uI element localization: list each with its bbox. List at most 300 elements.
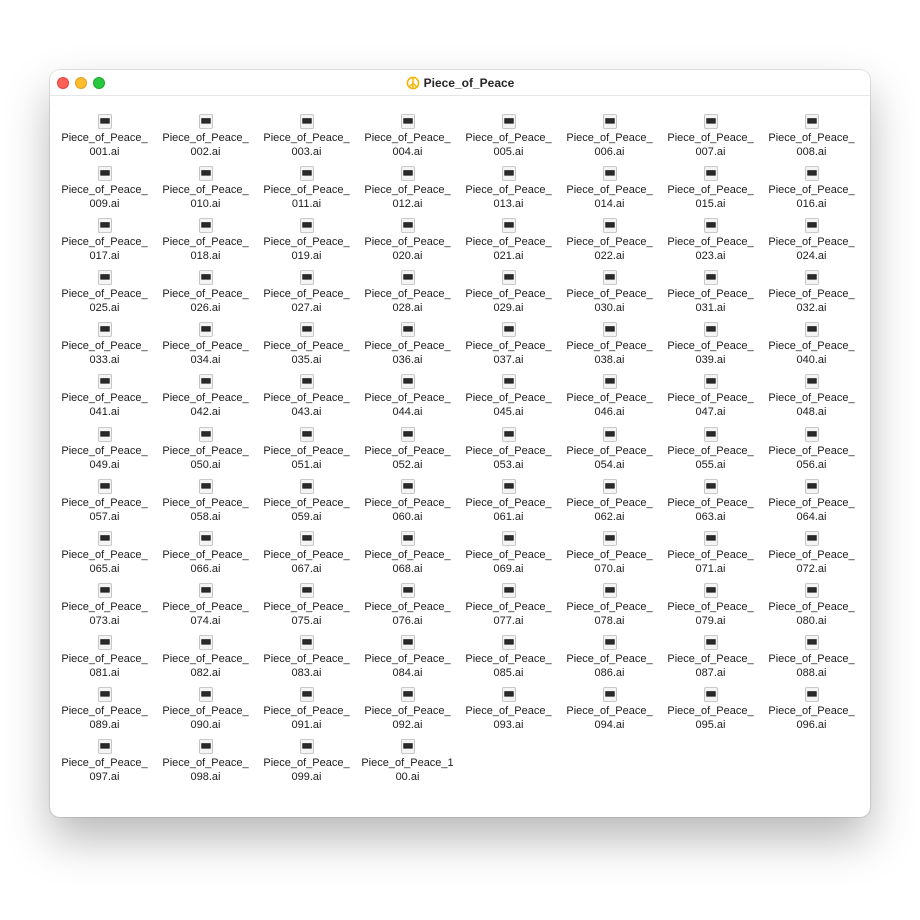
file-name <box>764 131 860 159</box>
file-item[interactable] <box>155 629 256 681</box>
illustrator-document-icon <box>401 270 415 285</box>
file-name-line-1: Piece_of_Peace_ <box>364 496 451 509</box>
file-item[interactable] <box>357 160 458 212</box>
illustrator-document-icon <box>401 687 415 702</box>
file-item[interactable] <box>559 629 660 681</box>
illustrator-document-icon <box>603 270 617 285</box>
illustrator-document-icon <box>199 427 213 442</box>
file-item[interactable] <box>559 473 660 525</box>
file-item[interactable] <box>761 316 862 368</box>
file-item[interactable] <box>559 368 660 420</box>
file-name-line-1: Piece_of_Peace_ <box>263 757 350 770</box>
file-item[interactable] <box>660 160 761 212</box>
file-name-line-2: 099.ai <box>291 771 322 784</box>
file-name-line-1: Piece_of_Peace_ <box>364 600 451 613</box>
file-item[interactable] <box>357 681 458 733</box>
illustrator-document-icon <box>704 583 718 598</box>
file-item[interactable] <box>256 577 357 629</box>
file-name <box>158 235 254 263</box>
file-name-line-2: 097.ai <box>89 771 120 784</box>
illustrator-document-icon <box>98 739 112 754</box>
file-name-line-2: 017.ai <box>89 250 120 263</box>
file-item[interactable] <box>54 473 155 525</box>
file-name-line-1: Piece_of_Peace_ <box>465 288 552 301</box>
illustrator-document-icon <box>805 531 819 546</box>
file-item[interactable] <box>54 264 155 316</box>
file-name-line-1: Piece_of_Peace_ <box>61 600 148 613</box>
file-name-line-1: Piece_of_Peace_ <box>61 548 148 561</box>
file-name-line-2: 079.ai <box>695 614 726 627</box>
file-item[interactable] <box>761 212 862 264</box>
file-name-line-1: Piece_of_Peace_ <box>364 392 451 405</box>
file-name-line-2: 061.ai <box>493 510 524 523</box>
file-name <box>57 391 153 419</box>
file-item[interactable] <box>761 421 862 473</box>
file-name <box>663 444 759 472</box>
file-name-line-1: Piece_of_Peace_ <box>566 705 653 718</box>
file-item[interactable] <box>54 733 155 785</box>
file-item[interactable] <box>761 264 862 316</box>
illustrator-document-icon <box>805 479 819 494</box>
file-name-line-2: 012.ai <box>392 198 423 211</box>
file-name <box>764 496 860 524</box>
file-name <box>764 183 860 211</box>
illustrator-document-icon <box>401 427 415 442</box>
file-item[interactable] <box>660 108 761 160</box>
file-name-line-2: 043.ai <box>291 406 322 419</box>
file-item[interactable] <box>761 525 862 577</box>
file-item[interactable] <box>458 525 559 577</box>
file-item[interactable] <box>155 473 256 525</box>
illustrator-document-icon <box>401 322 415 337</box>
file-name-line-1: Piece_of_Peace_ <box>263 184 350 197</box>
file-item[interactable] <box>458 473 559 525</box>
file-name <box>158 444 254 472</box>
file-name-line-2: 050.ai <box>190 458 221 471</box>
file-item[interactable] <box>660 681 761 733</box>
illustrator-document-icon <box>805 322 819 337</box>
illustrator-document-icon <box>603 322 617 337</box>
illustrator-document-icon <box>704 218 718 233</box>
file-name-line-2: 026.ai <box>190 302 221 315</box>
illustrator-document-icon <box>401 114 415 129</box>
file-name <box>360 444 456 472</box>
file-item[interactable] <box>54 316 155 368</box>
file-name-line-2: 021.ai <box>493 250 524 263</box>
file-name-line-2: 090.ai <box>190 719 221 732</box>
file-item[interactable] <box>458 421 559 473</box>
file-name-line-1: Piece_of_Peace_ <box>566 444 653 457</box>
file-name <box>663 652 759 680</box>
file-name <box>764 652 860 680</box>
file-item[interactable] <box>660 629 761 681</box>
illustrator-document-icon <box>98 427 112 442</box>
file-name-line-1: Piece_of_Peace_ <box>364 444 451 457</box>
file-item[interactable] <box>761 577 862 629</box>
file-item[interactable] <box>660 368 761 420</box>
illustrator-document-icon <box>603 531 617 546</box>
file-item[interactable] <box>256 160 357 212</box>
illustrator-document-icon <box>502 114 516 129</box>
file-name-line-2: 083.ai <box>291 666 322 679</box>
file-name-line-1: Piece_of_Peace_ <box>162 392 249 405</box>
file-item[interactable] <box>559 681 660 733</box>
file-name-line-2: 074.ai <box>190 614 221 627</box>
file-item[interactable] <box>357 577 458 629</box>
file-name-line-1: Piece_of_Peace_ <box>768 705 855 718</box>
file-name <box>158 756 254 784</box>
file-item[interactable] <box>54 421 155 473</box>
file-item[interactable] <box>357 108 458 160</box>
file-name <box>461 339 557 367</box>
file-name-line-2: 077.ai <box>493 614 524 627</box>
file-name-line-2: 086.ai <box>594 666 625 679</box>
file-item[interactable] <box>761 160 862 212</box>
file-name <box>461 183 557 211</box>
file-name-line-1: Piece_of_Peace_ <box>667 444 754 457</box>
file-name-line-2: 069.ai <box>493 562 524 575</box>
illustrator-document-icon <box>98 479 112 494</box>
illustrator-document-icon <box>199 479 213 494</box>
illustrator-document-icon <box>199 739 213 754</box>
file-name <box>461 600 557 628</box>
file-item[interactable] <box>54 212 155 264</box>
file-item[interactable] <box>660 473 761 525</box>
illustrator-document-icon <box>300 687 314 702</box>
finder-window <box>50 70 870 817</box>
file-name <box>360 235 456 263</box>
illustrator-document-icon <box>199 166 213 181</box>
file-name-line-2: 033.ai <box>89 354 120 367</box>
illustrator-document-icon <box>98 531 112 546</box>
file-name-line-1: Piece_of_Peace_ <box>263 548 350 561</box>
file-item[interactable] <box>458 108 559 160</box>
file-item[interactable] <box>155 160 256 212</box>
file-name <box>158 339 254 367</box>
illustrator-document-icon <box>300 374 314 389</box>
file-name-line-1: Piece_of_Peace_ <box>61 340 148 353</box>
file-name <box>461 444 557 472</box>
file-name <box>663 339 759 367</box>
illustrator-document-icon <box>704 479 718 494</box>
file-item[interactable] <box>357 525 458 577</box>
file-name <box>158 496 254 524</box>
file-name-line-2: 053.ai <box>493 458 524 471</box>
file-item[interactable] <box>761 681 862 733</box>
file-item[interactable] <box>559 525 660 577</box>
file-item[interactable] <box>559 160 660 212</box>
file-item[interactable] <box>458 681 559 733</box>
illustrator-document-icon <box>502 427 516 442</box>
file-name-line-2: 010.ai <box>190 198 221 211</box>
file-item[interactable] <box>458 264 559 316</box>
file-name-line-1: Piece_of_Peace_ <box>364 184 451 197</box>
file-name-line-1: Piece_of_Peace_ <box>61 757 148 770</box>
file-item[interactable] <box>357 421 458 473</box>
file-item[interactable] <box>155 733 256 785</box>
file-name-line-2: 084.ai <box>392 666 423 679</box>
file-name <box>360 756 456 784</box>
file-name-line-1: Piece_of_Peace_ <box>566 340 653 353</box>
file-item[interactable] <box>660 264 761 316</box>
file-name <box>158 391 254 419</box>
file-item[interactable] <box>54 525 155 577</box>
file-item[interactable] <box>256 525 357 577</box>
file-name-line-2: 009.ai <box>89 198 120 211</box>
file-name-line-2: 027.ai <box>291 302 322 315</box>
file-item[interactable] <box>761 629 862 681</box>
file-name-line-1: Piece_of_Peace_ <box>263 600 350 613</box>
illustrator-document-icon <box>704 427 718 442</box>
file-name <box>57 600 153 628</box>
file-item[interactable] <box>54 368 155 420</box>
illustrator-document-icon <box>300 218 314 233</box>
illustrator-document-icon <box>704 114 718 129</box>
file-name-line-2: 006.ai <box>594 146 625 158</box>
illustrator-document-icon <box>805 270 819 285</box>
file-item[interactable] <box>660 212 761 264</box>
file-name <box>562 183 658 211</box>
illustrator-document-icon <box>502 479 516 494</box>
file-name-line-2: 073.ai <box>89 614 120 627</box>
file-name-line-1: Piece_of_Peace_ <box>263 132 350 144</box>
file-name-line-2: 047.ai <box>695 406 726 419</box>
illustrator-document-icon <box>300 635 314 650</box>
file-name-line-2: 042.ai <box>190 406 221 419</box>
file-item[interactable] <box>54 108 155 160</box>
illustrator-document-icon <box>805 687 819 702</box>
file-item[interactable] <box>256 316 357 368</box>
file-name <box>259 339 355 367</box>
illustrator-document-icon <box>401 739 415 754</box>
file-name-line-2: 049.ai <box>89 458 120 471</box>
file-item[interactable] <box>559 108 660 160</box>
file-name-line-1: Piece_of_Peace_ <box>667 548 754 561</box>
file-item[interactable] <box>660 525 761 577</box>
file-item[interactable] <box>54 160 155 212</box>
illustrator-document-icon <box>300 270 314 285</box>
illustrator-document-icon <box>805 583 819 598</box>
file-name-line-1: Piece_of_Peace_ <box>364 132 451 144</box>
illustrator-document-icon <box>805 374 819 389</box>
file-name-line-1: Piece_of_Peace_ <box>667 236 754 249</box>
file-name-line-2: 019.ai <box>291 250 322 263</box>
file-item[interactable] <box>155 108 256 160</box>
file-name-line-1: Piece_of_Peace_ <box>465 496 552 509</box>
illustrator-document-icon <box>300 427 314 442</box>
file-name-line-2: 056.ai <box>796 458 827 471</box>
file-name-line-1: Piece_of_Peace_ <box>768 548 855 561</box>
file-item[interactable] <box>357 212 458 264</box>
file-name-line-1: Piece_of_Peace_ <box>768 288 855 301</box>
illustrator-document-icon <box>805 635 819 650</box>
file-item[interactable] <box>256 629 357 681</box>
file-name-line-1: Piece_of_Peace_ <box>566 236 653 249</box>
file-name <box>360 287 456 315</box>
file-item[interactable] <box>761 108 862 160</box>
file-item[interactable] <box>660 421 761 473</box>
file-name <box>663 496 759 524</box>
file-name-line-1: Piece_of_Peace_ <box>263 340 350 353</box>
file-item[interactable] <box>155 368 256 420</box>
file-item[interactable] <box>660 316 761 368</box>
illustrator-document-icon <box>98 374 112 389</box>
file-name <box>57 183 153 211</box>
file-name-line-2: 038.ai <box>594 354 625 367</box>
file-name-line-2: 091.ai <box>291 719 322 732</box>
file-name <box>259 391 355 419</box>
file-name <box>663 235 759 263</box>
file-name-line-2: 067.ai <box>291 562 322 575</box>
file-name-line-1: Piece_of_Peace_ <box>465 444 552 457</box>
file-item[interactable] <box>761 368 862 420</box>
illustrator-document-icon <box>199 583 213 598</box>
file-name <box>764 704 860 732</box>
file-item[interactable] <box>256 421 357 473</box>
file-item[interactable] <box>155 577 256 629</box>
file-item[interactable] <box>357 264 458 316</box>
file-item[interactable] <box>155 212 256 264</box>
illustrator-document-icon <box>98 583 112 598</box>
file-item[interactable] <box>256 108 357 160</box>
file-item[interactable] <box>155 681 256 733</box>
file-name <box>562 704 658 732</box>
illustrator-document-icon <box>199 687 213 702</box>
file-name <box>360 600 456 628</box>
file-item[interactable] <box>54 577 155 629</box>
file-item[interactable] <box>357 473 458 525</box>
file-item[interactable] <box>54 629 155 681</box>
file-name <box>663 548 759 576</box>
file-name-line-1: Piece_of_Peace_ <box>364 652 451 665</box>
file-name-line-1: Piece_of_Peace_ <box>162 288 249 301</box>
file-name-line-1: Piece_of_Peace_ <box>667 496 754 509</box>
file-item[interactable] <box>256 681 357 733</box>
file-name-line-1: Piece_of_Peace_ <box>667 288 754 301</box>
file-name-line-2: 068.ai <box>392 562 423 575</box>
file-name-line-1: Piece_of_Peace_ <box>465 184 552 197</box>
illustrator-document-icon <box>401 583 415 598</box>
file-item[interactable] <box>155 264 256 316</box>
file-item[interactable] <box>458 629 559 681</box>
file-name-line-1: Piece_of_Peace_ <box>566 652 653 665</box>
file-name-line-2: 046.ai <box>594 406 625 419</box>
file-name-line-1: Piece_of_Peace_ <box>263 236 350 249</box>
file-name-line-1: Piece_of_Peace_ <box>465 600 552 613</box>
file-item[interactable] <box>458 577 559 629</box>
file-item[interactable] <box>357 629 458 681</box>
file-name <box>360 339 456 367</box>
title-bar[interactable] <box>50 70 870 96</box>
illustrator-document-icon <box>502 687 516 702</box>
file-item[interactable] <box>559 264 660 316</box>
file-name <box>158 131 254 159</box>
illustrator-document-icon <box>199 374 213 389</box>
file-item[interactable] <box>458 160 559 212</box>
file-name-line-2: 029.ai <box>493 302 524 315</box>
file-item[interactable] <box>458 368 559 420</box>
file-name <box>562 548 658 576</box>
file-item[interactable] <box>256 368 357 420</box>
file-item[interactable] <box>559 421 660 473</box>
file-item[interactable] <box>458 212 559 264</box>
file-item[interactable] <box>357 368 458 420</box>
illustrator-document-icon <box>401 374 415 389</box>
file-item[interactable] <box>256 264 357 316</box>
file-item[interactable] <box>256 733 357 785</box>
illustrator-document-icon <box>805 427 819 442</box>
file-item[interactable] <box>357 733 458 785</box>
file-item[interactable] <box>559 316 660 368</box>
file-name <box>57 131 153 159</box>
file-name-line-2: 057.ai <box>89 510 120 523</box>
illustrator-document-icon <box>98 114 112 129</box>
illustrator-document-icon <box>704 635 718 650</box>
illustrator-document-icon <box>502 322 516 337</box>
file-item[interactable] <box>155 316 256 368</box>
file-item[interactable] <box>559 212 660 264</box>
file-name-line-2: 025.ai <box>89 302 120 315</box>
file-name-line-2: 096.ai <box>796 719 827 732</box>
file-name-line-2: 030.ai <box>594 302 625 315</box>
file-name-line-1: Piece_of_Peace_ <box>667 600 754 613</box>
file-name-line-2: 031.ai <box>695 302 726 315</box>
file-item[interactable] <box>256 212 357 264</box>
file-item[interactable] <box>357 316 458 368</box>
illustrator-document-icon <box>603 166 617 181</box>
file-name-line-1: Piece_of_Peace_ <box>162 132 249 144</box>
file-name-line-1: Piece_of_Peace_ <box>768 132 855 144</box>
file-name-line-2: 059.ai <box>291 510 322 523</box>
illustrator-document-icon <box>603 635 617 650</box>
file-name-line-2: 003.ai <box>291 146 322 158</box>
illustrator-document-icon <box>401 218 415 233</box>
file-name-line-1: Piece_of_Peace_ <box>364 705 451 718</box>
file-name-line-1: Piece_of_Peace_ <box>566 548 653 561</box>
file-name-line-1: Piece_of_Peace_ <box>768 600 855 613</box>
file-name-line-2: 044.ai <box>392 406 423 419</box>
file-name <box>461 704 557 732</box>
illustrator-document-icon <box>401 531 415 546</box>
illustrator-document-icon <box>199 531 213 546</box>
file-name <box>259 704 355 732</box>
file-item[interactable] <box>54 681 155 733</box>
file-item[interactable] <box>256 473 357 525</box>
file-name-line-2: 041.ai <box>89 406 120 419</box>
file-name-line-2: 040.ai <box>796 354 827 367</box>
file-item[interactable] <box>761 473 862 525</box>
file-name <box>764 600 860 628</box>
file-name-line-2: 063.ai <box>695 510 726 523</box>
file-name <box>259 235 355 263</box>
file-name <box>562 287 658 315</box>
file-name-line-1: Piece_of_Peace_ <box>162 496 249 509</box>
file-name-line-2: 080.ai <box>796 614 827 627</box>
file-name <box>259 548 355 576</box>
file-item[interactable] <box>458 316 559 368</box>
file-item[interactable] <box>155 525 256 577</box>
file-name-line-2: 011.ai <box>291 198 322 211</box>
file-name-line-2: 014.ai <box>594 198 625 211</box>
file-item[interactable] <box>155 421 256 473</box>
illustrator-document-icon <box>98 166 112 181</box>
file-name-line-2: 070.ai <box>594 562 625 575</box>
file-name <box>562 131 658 159</box>
illustrator-document-icon <box>401 166 415 181</box>
file-name-line-1: Piece_of_Peace_ <box>566 288 653 301</box>
file-item[interactable] <box>660 577 761 629</box>
file-item[interactable] <box>559 577 660 629</box>
